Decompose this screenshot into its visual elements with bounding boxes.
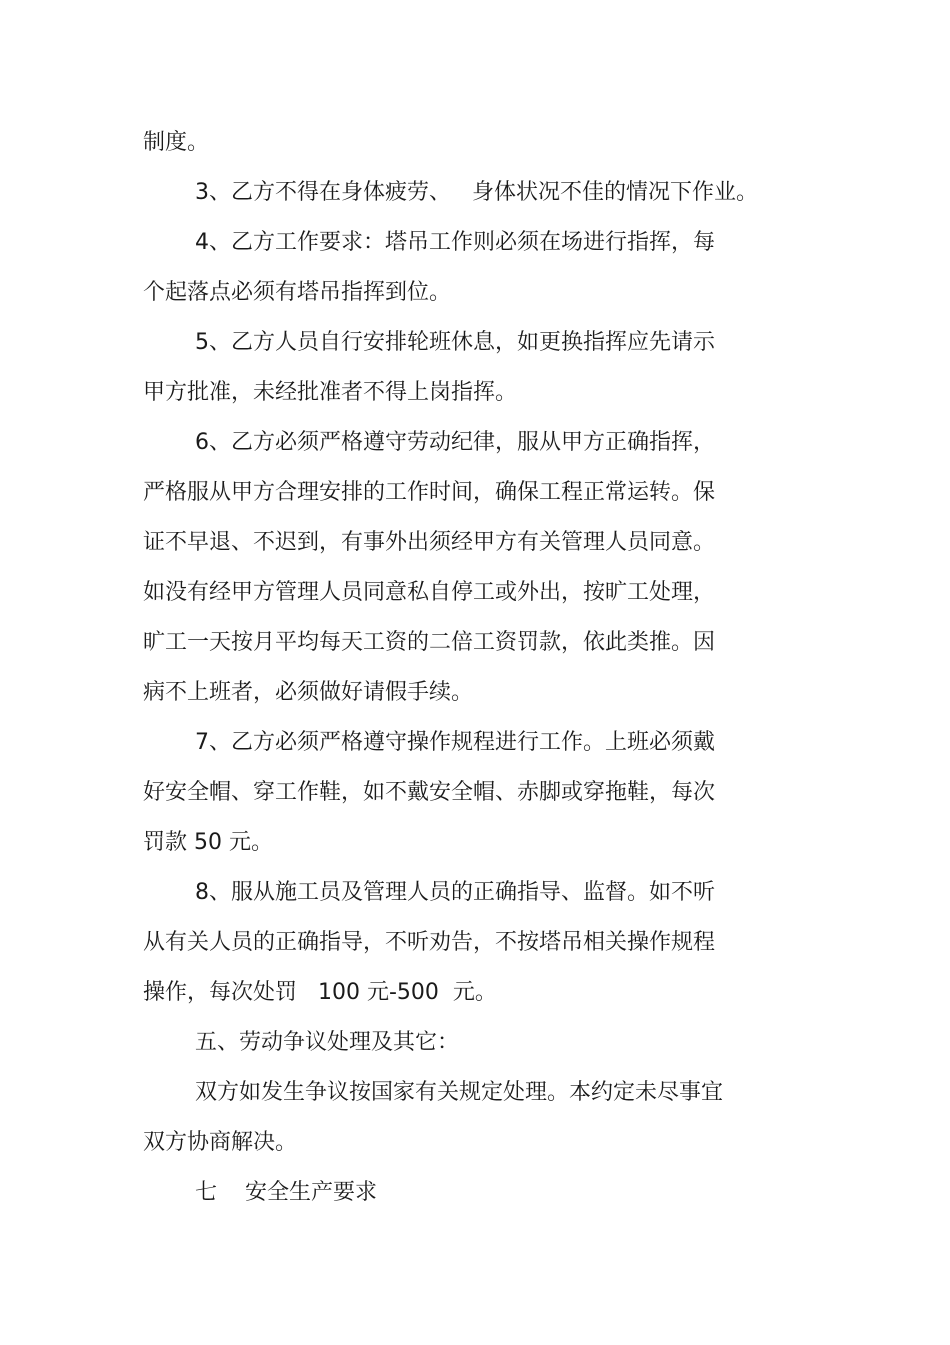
- text-line: 甲方批准，未经批准者不得上岗指挥。: [143, 380, 518, 405]
- text-line: 7、乙方必须严格遵守操作规程进行工作。上班必须戴: [195, 730, 715, 755]
- text-line: 5、乙方人员自行安排轮班休息，如更换指挥应先请示: [195, 330, 715, 355]
- text-line: 旷工一天按月平均每天工资的二倍工资罚款，依此类推。因: [143, 630, 716, 655]
- text-line: 4、乙方工作要求：塔吊工作则必须在场进行指挥，每: [195, 230, 715, 255]
- text-line: 罚款 50 元。: [143, 830, 273, 855]
- text-line: 病不上班者，必须做好请假手续。: [143, 680, 474, 705]
- text-line: 3、乙方不得在身体疲劳、 身体状况不佳的情况下作业。: [195, 180, 758, 205]
- text-line: 个起落点必须有塔吊指挥到位。: [143, 280, 452, 305]
- text-line: 6、乙方必须严格遵守劳动纪律，服从甲方正确指挥，: [195, 430, 715, 455]
- text-line: 好安全帽、穿工作鞋，如不戴安全帽、赤脚或穿拖鞋，每次: [143, 780, 716, 805]
- text-line: 操作，每次处罚 100 元-500 元。: [143, 980, 497, 1005]
- text-line: 证不早退、不迟到，有事外出须经甲方有关管理人员同意。: [143, 530, 716, 555]
- text-line: 严格服从甲方合理安排的工作时间，确保工程正常运转。保: [143, 480, 716, 505]
- text-line: 双方协商解决。: [143, 1130, 298, 1155]
- text-line: 双方如发生争议按国家有关规定处理。本约定未尽事宜: [195, 1080, 724, 1105]
- text-line: 8、服从施工员及管理人员的正确指导、监督。如不听: [195, 880, 715, 905]
- text-line: 如没有经甲方管理人员同意私自停工或外出，按旷工处理，: [143, 580, 716, 605]
- section-heading: 五、劳动争议处理及其它：: [195, 1030, 460, 1055]
- section-heading: 七 安全生产要求: [195, 1180, 377, 1205]
- text-line: 从有关人员的正确指导，不听劝告，不按塔吊相关操作规程: [143, 930, 716, 955]
- text-line: 制度。: [143, 130, 210, 155]
